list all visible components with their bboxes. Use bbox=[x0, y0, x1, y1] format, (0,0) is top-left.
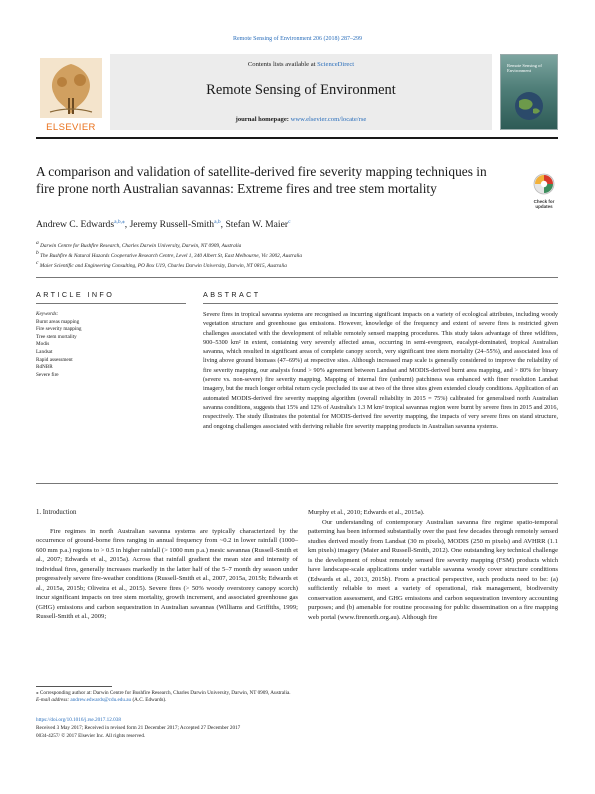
affiliation bbox=[36, 240, 556, 249]
elsevier-logo[interactable] bbox=[36, 54, 106, 136]
article-metadata bbox=[36, 716, 556, 740]
affiliation bbox=[36, 260, 556, 269]
affiliation-text: Maier Scientific and Engineering Consulting, PO Box U19, Charles Darwin University, Darwin, NT 0815, Australia bbox=[39, 262, 287, 269]
homepage-link[interactable]: www.elsevier.com/locate/rse bbox=[290, 116, 367, 123]
keyword-item: Modis bbox=[36, 341, 50, 348]
author-affiliation-marker[interactable]: c bbox=[288, 219, 291, 225]
earth-image-icon bbox=[507, 89, 551, 123]
body-column-right bbox=[308, 508, 558, 622]
body-paragraph: Fire regimes in north Australian savanna systems are typically characterized by the occurrence of ground-borne fires ranging in annual frequency from ~0.2 in lower rainfall (1000–600 mm p.a.) regions to > 0.5 in higher rainfall (> 1000 mm p.a.) mesic savannas (Russell-Smith et al., 2007; Edwards et al., 2015a). Across that rainfall gradient the mean size and intensity of individual fires, generally increases markedly in the latter half of the 5–7 month dry season under progressively severe fire-weather conditions (Russell-Smith et al., 2007, 2015a, 2015b; Edwards et al., 2015a, 2015b; Oliveira et al., 2015). Severe fires (> 50% woody overstorey canopy scorch) incur significant impacts on tree stem mortality, growth increment, and associated greenhouse gas (GHG) emissions and carbon sequestration in Australian savannas (Williams and Griffiths, 1999; Russell-Smith et al., 2009; bbox=[36, 527, 298, 620]
body-paragraph: Our understanding of contemporary Australian savanna fire regime spatio-temporal patterning has been informed substantially over the past few decades through remotely sensed studies derived mostly from Landsat (30 m pixels), MODIS (250 m pixels) and AVHRR (1.1 km pixels) imagery (Maier and Russell-Smith, 2012). One outstanding key technical challenge is the development of robust remotely sensed fire severity mapping (FSM) products which have landscape-scale applications under variable savanna woody cover structure conditions (Edwards et al., 2013, 2015b). From a practical perspective, such products need to be: (a) sufficiently reliable to meet a variety of operational, risk management, biodiversity conservation assessment, and GHG emissions and carbon sequestration inventory accounting purposes; and (b) amenable for routine processing for public dissemination on a fire mapping web portal (www.firenorth.org.au). Although fire bbox=[308, 518, 558, 621]
author-name[interactable]: Andrew C. Edwards bbox=[36, 219, 115, 231]
keyword-item: Burnt areas mapping bbox=[36, 318, 80, 325]
cover-title: Remote Sensing of Environment bbox=[507, 63, 542, 74]
footnote-divider bbox=[36, 686, 112, 687]
received-dates: Received 3 May 2017; Received in revised form 21 December 2017; Accepted 27 December 2017 bbox=[36, 725, 241, 731]
banner-divider bbox=[36, 137, 558, 139]
affiliation-text: Darwin Centre for Bushfire Research, Charles Darwin University, Darwin, NT 0909, Australia bbox=[40, 242, 242, 249]
author-name[interactable]: Stefan W. Maier bbox=[225, 219, 289, 231]
crossmark-line-1: Check for bbox=[533, 199, 555, 204]
email-link[interactable]: andrew.edwards@cdu.edu.au bbox=[70, 697, 132, 704]
abstract-text: Severe fires in tropical savanna systems are recognised as incurring significant impacts on a variety of ecological attributes, including woody vegetation structure and greenhouse gas emissions. However, knowledge of the frequency and extent of severe fires is restricted given challenges associated with the development of reliable remotely sensed mapping procedures. This study takes advantage of three wildfires, 900–5300 km² in extent, containing very severely affected areas, occurring in semi-evergreen, eucalypt-dominated, tropical Australian savanna, which resulted in significant areas of complete canopy scorch, very significant tree stem mortality (24–55%), and associated loss of living above ground biomass (47–69%) at respective sites. Although increased map scale is generally considered to improve the reliability of fire severity mapping, our analysis found > 90% agreement between Landsat and MODIS-derived burnt area mapping, and > 80% for binary (severe vs. non-severe) fire severity mapping. Mapping of internal fire (unburnt) patchiness was enhanced with finer resolution Landsat imagery, but the much longer orbital return cycle precluded its use at two of the three sites given extended cloudy conditions. Application of an automated MODIS-derived fire severity mapping algorithm (overall reliability in 2015 = 75%) calibrated for generalised north Australian savanna conditions, suggests that 15% and 12% of Australia's 1.3 M km² tropical savannas region were burnt by severe fires in 2015 and 2016, respectively. The study illustrates the potential for MODIS-derived fire severity mapping, the impacts of very severe fires on stand structure, and ongoing challenges associated with deriving reliable fire severity mapping products in Australian savanna systems. bbox=[203, 311, 558, 430]
keywords-block bbox=[36, 311, 186, 379]
crossmark-line-2: updates bbox=[535, 203, 553, 209]
email-suffix: (A.C. Edwards). bbox=[131, 697, 167, 704]
author-name[interactable]: Jeremy Russell-Smith bbox=[129, 219, 215, 231]
keyword-item: Tree stem mortality bbox=[36, 333, 77, 340]
contents-prefix: Contents lists available at bbox=[247, 61, 318, 68]
affiliation-text: The Bushfire & Natural Hazards Cooperative Research Centre, Level 1, 340 Albert St, East Melbourne, Vic 3002, Australia bbox=[40, 252, 303, 259]
keyword-item: RdNBR bbox=[36, 364, 53, 371]
section-heading-introduction: 1. Introduction bbox=[36, 509, 77, 516]
homepage-line bbox=[110, 116, 492, 123]
author-list bbox=[36, 219, 291, 230]
journal-masthead bbox=[110, 54, 492, 130]
body-paragraph-continuation: Murphy et al., 2010; Edwards et al., 2015a). bbox=[308, 509, 425, 516]
body-column-left bbox=[36, 508, 298, 622]
corresponding-author-note: ⁎ Corresponding author at: Darwin Centre for Bushfire Research, Charles Darwin University, Darwin, NT 0909, Australia. bbox=[36, 690, 291, 696]
affiliation-marker: a bbox=[36, 240, 39, 246]
affiliation-divider bbox=[36, 277, 558, 278]
affiliation-marker: b bbox=[36, 250, 39, 256]
author-affiliation-marker[interactable]: a,b bbox=[214, 219, 221, 225]
email-label: E-mail address: bbox=[36, 697, 71, 704]
article-title: A comparison and validation of satellite-derived fire severity mapping techniques in fire prone north Australian savannas: Extreme fires and tree stem mortality bbox=[36, 164, 487, 196]
article-info-heading: ARTICLE INFO bbox=[36, 290, 115, 299]
check-for-updates-button[interactable] bbox=[531, 173, 557, 210]
keyword-item: Fire severity mapping bbox=[36, 326, 82, 333]
journal-cover-image[interactable] bbox=[500, 54, 558, 130]
email-note bbox=[36, 697, 556, 704]
keyword-item: Severe fire bbox=[36, 371, 59, 378]
doi-link[interactable]: https://doi.org/10.1016/j.rse.2017.12.038 bbox=[36, 717, 121, 723]
keyword-item: Landsat bbox=[36, 348, 53, 355]
journal-title: Remote Sensing of Environment bbox=[206, 82, 396, 98]
journal-banner bbox=[36, 54, 558, 136]
affiliation-marker: c bbox=[36, 260, 39, 266]
author-separator: , bbox=[124, 219, 130, 231]
abstract-divider bbox=[203, 303, 558, 304]
footnotes bbox=[36, 690, 556, 704]
abstract-heading: ABSTRACT bbox=[203, 290, 261, 299]
affiliation bbox=[36, 250, 556, 259]
journal-citation[interactable]: Remote Sensing of Environment 206 (2018) 287–299 bbox=[233, 36, 362, 42]
author-affiliation-marker[interactable]: a,b,⁎ bbox=[114, 219, 125, 225]
crossmark-icon bbox=[531, 173, 557, 195]
homepage-label: journal homepage: bbox=[235, 116, 291, 123]
crossmark-label bbox=[531, 200, 557, 210]
abstract-bottom-divider bbox=[36, 483, 558, 484]
publisher-name: ELSEVIER bbox=[46, 122, 96, 133]
author-separator: , bbox=[220, 219, 226, 231]
sciencedirect-link[interactable]: ScienceDirect bbox=[317, 61, 355, 68]
keywords-label: Keywords: bbox=[36, 311, 59, 317]
article-info-divider bbox=[36, 303, 186, 304]
contents-line bbox=[110, 61, 492, 68]
copyright-notice: 0034-4257/ © 2017 Elsevier Inc. All rights reserved. bbox=[36, 733, 146, 739]
keyword-item: Rapid assessment bbox=[36, 356, 73, 363]
